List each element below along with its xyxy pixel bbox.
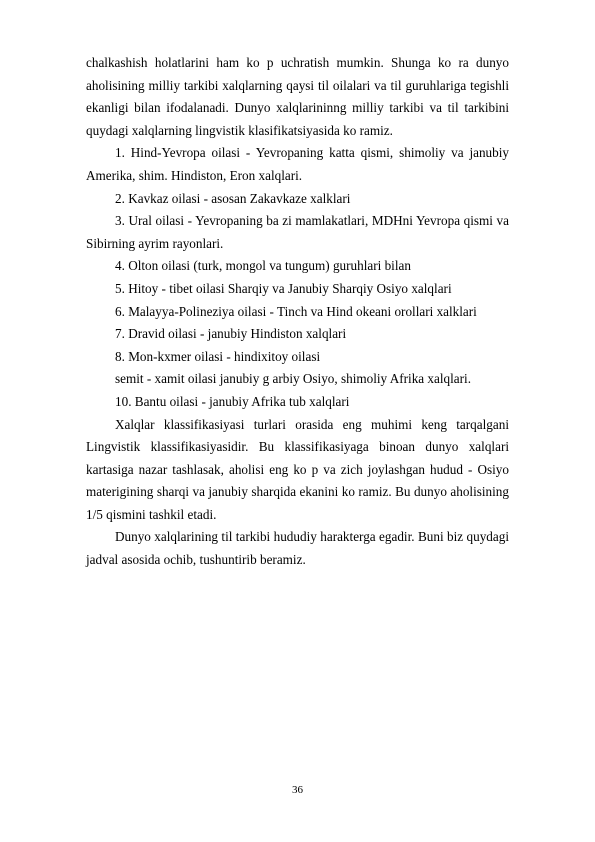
list-item-2: 2. Kavkaz oilasi - asosan Zakavkaze xalklari — [115, 190, 351, 206]
paragraph-classification: Xalqlar klassifikasiyasi turlari orasida eng muhimi keng tarqalgani Lingvistik klassifikasiyasidir. Bu klassifikasiyaga binoan dunyo xalqlari kartasiga nazar tashlasak, aholisi eng ko p va zich joylashgan hudud - Osiyo materigining sharqi va janubiy sharqida ekanini ko ramiz. Bu dunyo aholisining 1/5 qismini tashkil etadi. — [86, 416, 509, 522]
list-item-10: 10. Bantu oilasi - janubiy Afrika tub xalqlari — [115, 393, 350, 409]
list-item-7: 7. Dravid oilasi - janubiy Hindiston xalqlari — [115, 326, 347, 342]
list-item-6: 6. Malayya-Polineziya oilasi - Tinch va Hind okeani orollari xalklari — [115, 303, 477, 319]
page-number: 36 — [292, 784, 303, 796]
document-page — [86, 52, 509, 572]
list-item-4: 4. Olton oilasi (turk, mongol va tungum) guruhlari bilan — [115, 258, 411, 274]
list-item-5: 5. Hitoy - tibet oilasi Sharqiy va Janubiy Sharqiy Osiyo xalqlari — [115, 280, 452, 296]
list-item-3: 3. Ural oilasi - Yevropaning ba zi mamlakatlari, MDHni Yevropa qismi va Sibirning ayrim rayonlari. — [86, 213, 509, 251]
paragraph-intro: chalkashish holatlarini ham ko p uchratish mumkin. Shunga ko ra dunyo aholisining milliy tarkibi xalqlarning qaysi til oilalari va til guruhlariga tegishli ekanligi bilan ifodalanadi. Dunyo xalqlarininng milliy tarkibi va til tarkibini quydagi xalqlarning lingvistik klasifikatsiyasida ko ramiz. — [86, 55, 509, 138]
list-item-8: 8. Mon-kxmer oilasi - hindixitoy oilasi — [115, 348, 321, 364]
list-item-1: 1. Hind-Yevropa oilasi - Yevropaning katta qismi, shimoliy va janubiy Amerika, shim. Hindiston, Eron xalqlari. — [86, 145, 509, 183]
paragraph-table-intro: Dunyo xalqlarining til tarkibi hududiy harakterga egadir. Buni biz quydagi jadval asosida ochib, tushuntirib beramiz. — [86, 529, 509, 568]
list-item-9: semit - xamit oilasi janubiy g arbiy Osiyo, shimoliy Afrika xalqlari. — [115, 371, 472, 387]
